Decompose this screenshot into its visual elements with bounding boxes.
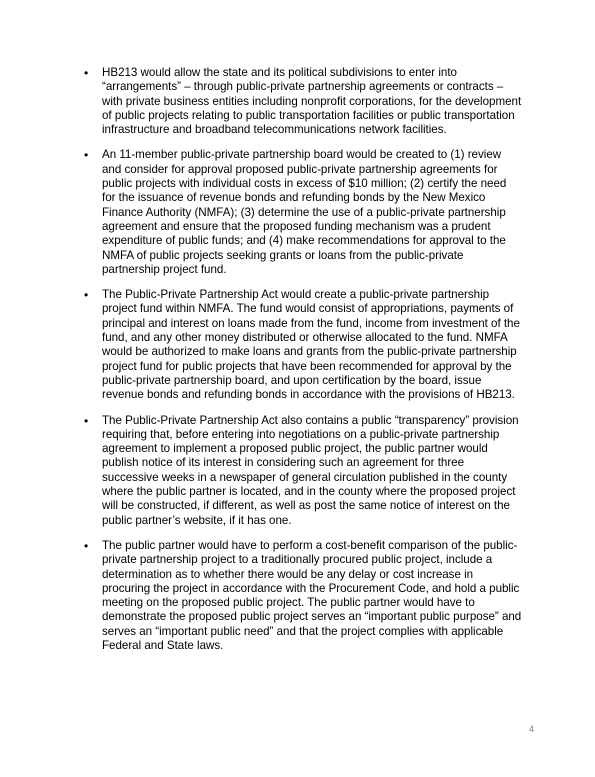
bullet-item <box>82 148 522 277</box>
bullet-item <box>82 539 522 653</box>
bullet-item <box>82 66 522 137</box>
bullet-list <box>82 66 522 664</box>
bullet-text: The Public-Private Partnership Act would create a public-private partnership project fund within NMFA. The fund would consist of appropriations, payments of principal and interest on loans made from the fund, income from investment of the fund, and any other money distributed or otherwise allocated to the fund. NMFA would be authorized to make loans and grants from the public-private partnership project fund for public projects that have been recommended for approval by the public-private partnership board, and upon certification by the board, issue revenue bonds and refunding bonds in accordance with the provisions of HB213. <box>102 288 520 402</box>
bullet-item <box>82 414 522 528</box>
page-number: 4 <box>528 724 534 734</box>
bullet-icon: • <box>84 66 89 80</box>
bullet-icon: • <box>84 538 89 553</box>
bullet-icon: • <box>84 148 89 163</box>
bullet-item <box>82 288 522 402</box>
bullet-text: The public partner would have to perform a cost-benefit comparison of the public-private partnership project to a traditionally procured public project, include a determination as to whether there would be any delay or cost increase in procuring the project in accordance with the Procurement Code, and hold a public meeting on the proposed public project. The public partner would have to demonstrate the proposed public project serves an “important public purpose” and serves an “important public need” and that the project complies with applicable Federal and State laws. <box>102 538 522 652</box>
bullet-text: HB213 would allow the state and its political subdivisions to enter into “arrangements” – through public-private partnership agreements or contracts – with private business entities including nonprofit corporations, for the development of public projects relating to public transportation facilities or public transportation infrastructure and broadband telecommunications network facilities. <box>102 66 522 137</box>
bullet-icon: • <box>84 288 89 303</box>
bullet-text: The Public-Private Partnership Act also contains a public “transparency” provision requiring that, before entering into negotiations on a public-private partnership agreement to implement a proposed public project, the public partner would publish notice of its interest in considering such an agreement for three successive weeks in a newspaper of general circulation published in the county where the public partner is located, and in the county where the proposed project will be constructed, if different, as well as post the same notice of interest on the public partner’s website, if it has one. <box>102 413 519 527</box>
bullet-icon: • <box>84 413 89 428</box>
bullet-text: An 11-member public-private partnership board would be created to (1) review and consider for approval proposed public-private partnership agreements for public projects with individual costs in excess of $10 million; (2) certify the need for the issuance of revenue bonds and refunding bonds by the New Mexico Finance Authority (NMFA); (3) determine the use of a public-private partnership agreement and ensure that the proposed funding mechanism was a prudent expenditure of public funds; and (4) make recommendations for approval to the NMFA of public projects seeking grants or loans from the public-private partnership project fund. <box>102 148 507 276</box>
